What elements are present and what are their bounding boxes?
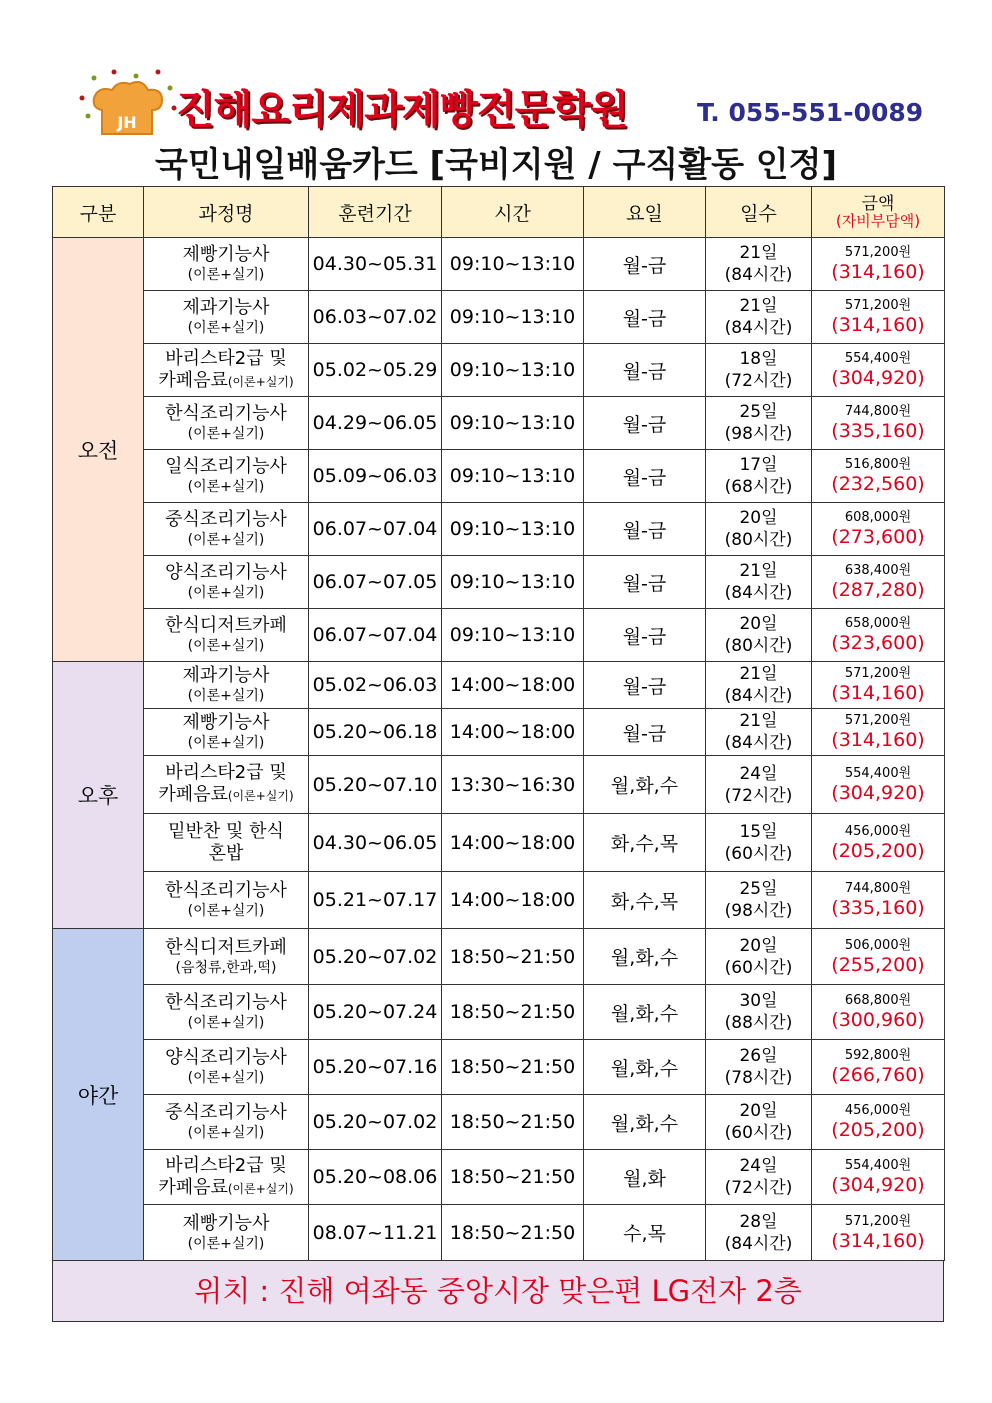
- course-name: 바리스타2급 및: [165, 1154, 287, 1176]
- course-note: (이론+실기): [187, 638, 265, 654]
- course-days: 20일: [739, 508, 778, 528]
- table-header-row: [53, 187, 945, 238]
- self-pay-amount: (266,760): [831, 1064, 925, 1086]
- table-row: [53, 756, 945, 814]
- course-name: 밑반찬 및 한식: [168, 820, 284, 842]
- course-hours: (78시간): [724, 1068, 793, 1088]
- course-fee-cell: [812, 503, 945, 556]
- self-pay-amount: (304,920): [831, 1174, 925, 1196]
- course-fee-cell: [812, 709, 945, 756]
- course-note: (이론+실기): [187, 479, 265, 495]
- training-period: 08.07~11.21: [309, 1205, 442, 1261]
- course-name: 바리스타2급 및: [165, 347, 287, 369]
- academy-name: 진해요리제과제빵전문학원: [176, 87, 628, 133]
- class-weekday: 월-금: [584, 609, 706, 662]
- course-hours: (84시간): [724, 583, 793, 603]
- course-name-cell: [144, 238, 309, 291]
- course-days: 21일: [739, 243, 778, 263]
- course-fee-cell: [812, 985, 945, 1040]
- table-row: [53, 814, 945, 872]
- course-name-cell: [144, 344, 309, 397]
- course-hours: (84시간): [724, 318, 793, 338]
- table-row: [53, 238, 945, 291]
- course-name-cell: [144, 556, 309, 609]
- course-days-cell: [706, 1205, 812, 1261]
- course-note: (이론+실기): [187, 426, 265, 442]
- course-name-cell: [144, 503, 309, 556]
- course-name: 한식조리기능사: [165, 403, 287, 424]
- class-time: 18:50~21:50: [442, 1150, 584, 1205]
- course-hours: (80시간): [724, 530, 793, 550]
- training-period: 04.30~05.31: [309, 238, 442, 291]
- training-period: 06.07~07.05: [309, 556, 442, 609]
- table-row: [53, 662, 945, 709]
- course-hours: (98시간): [724, 901, 793, 921]
- training-period: 05.20~07.24: [309, 985, 442, 1040]
- class-weekday: 월-금: [584, 709, 706, 756]
- course-days-cell: [706, 1040, 812, 1095]
- course-fee-cell: [812, 872, 945, 929]
- header-fee-label: 금액: [861, 194, 895, 214]
- self-pay-amount: (273,600): [831, 526, 925, 548]
- course-fee-cell: [812, 609, 945, 662]
- training-period: 05.21~07.17: [309, 872, 442, 929]
- class-time: 18:50~21:50: [442, 985, 584, 1040]
- self-pay-amount: (314,160): [831, 729, 925, 751]
- course-days-cell: [706, 985, 812, 1040]
- self-pay-amount: (314,160): [831, 261, 925, 283]
- course-days-cell: [706, 609, 812, 662]
- class-time: 09:10~13:10: [442, 291, 584, 344]
- header-course: 과정명: [144, 187, 309, 238]
- class-weekday: 월-금: [584, 450, 706, 503]
- course-days: 30일: [739, 991, 778, 1011]
- course-fee: 571,200원: [844, 245, 912, 260]
- course-days: 28일: [739, 1211, 778, 1232]
- course-hours: (60시간): [724, 957, 793, 978]
- course-note: (이론+실기): [187, 688, 265, 704]
- training-period: 05.02~05.29: [309, 344, 442, 397]
- course-fee: 744,800원: [844, 404, 912, 419]
- course-name-cell: [144, 709, 309, 756]
- class-weekday: 월,화,수: [584, 985, 706, 1040]
- course-days-cell: [706, 709, 812, 756]
- training-period: 05.20~07.02: [309, 929, 442, 985]
- header-days: 일수: [706, 187, 812, 238]
- course-days: 20일: [739, 614, 778, 634]
- course-days-cell: [706, 556, 812, 609]
- class-time: 18:50~21:50: [442, 1040, 584, 1095]
- course-note: (이론+실기): [187, 320, 265, 336]
- course-hours: (84시간): [724, 733, 793, 753]
- course-name-line2: [144, 370, 308, 393]
- table-row: [53, 929, 945, 985]
- training-period: 05.20~08.06: [309, 1150, 442, 1205]
- course-fee: 571,200원: [844, 1213, 912, 1229]
- class-weekday: 월,화,수: [584, 929, 706, 985]
- course-hours: (88시간): [724, 1013, 793, 1033]
- course-fee-cell: [812, 756, 945, 814]
- course-days: 18일: [739, 349, 778, 369]
- course-hours: (98시간): [724, 424, 793, 444]
- class-time: 09:10~13:10: [442, 344, 584, 397]
- table-row: [53, 344, 945, 397]
- table-row: [53, 291, 945, 344]
- course-days-cell: [706, 872, 812, 929]
- class-time: 14:00~18:00: [442, 662, 584, 709]
- course-fee-cell: [812, 1205, 945, 1261]
- self-pay-amount: (300,960): [831, 1009, 925, 1031]
- course-days: 21일: [739, 711, 778, 731]
- course-note: (이론+실기): [187, 735, 265, 751]
- period-label: 오전: [53, 238, 144, 662]
- header-period: 훈련기간: [309, 187, 442, 238]
- course-fee: 668,800원: [844, 993, 912, 1008]
- course-hours: (84시간): [724, 265, 793, 285]
- course-name-line2: [144, 784, 308, 807]
- table-row: [53, 1205, 945, 1261]
- course-days: 21일: [739, 296, 778, 316]
- course-note: (이론+실기): [187, 903, 265, 919]
- course-hours: (80시간): [724, 636, 793, 656]
- course-name-cell: [144, 1150, 309, 1205]
- course-name-cell: [144, 609, 309, 662]
- course-name: 제빵기능사: [182, 712, 270, 733]
- course-fee: 554,400원: [844, 765, 912, 781]
- course-days-cell: [706, 814, 812, 872]
- class-weekday: 월-금: [584, 238, 706, 291]
- table-row: [53, 985, 945, 1040]
- self-pay-amount: (205,200): [831, 1119, 925, 1141]
- training-period: 06.03~07.02: [309, 291, 442, 344]
- course-fee: 456,000원: [844, 823, 912, 839]
- course-name: 제빵기능사: [182, 244, 270, 265]
- course-name-cell: [144, 814, 309, 872]
- course-name: 제과기능사: [182, 665, 270, 686]
- course-days-cell: [706, 397, 812, 450]
- course-name-cell: [144, 1095, 309, 1150]
- self-pay-amount: (335,160): [831, 420, 925, 442]
- course-name: 한식조리기능사: [165, 880, 287, 901]
- course-days: 20일: [739, 1101, 778, 1121]
- course-name-cell: [144, 1040, 309, 1095]
- class-weekday: 수,목: [584, 1205, 706, 1261]
- course-hours: (84시간): [724, 1233, 793, 1254]
- class-weekday: 월,화: [584, 1150, 706, 1205]
- self-pay-amount: (304,920): [831, 781, 925, 804]
- class-weekday: 월,화,수: [584, 1095, 706, 1150]
- class-time: 18:50~21:50: [442, 929, 584, 985]
- course-name: 한식디저트카페: [165, 615, 287, 636]
- table-row: [53, 450, 945, 503]
- course-days-cell: [706, 662, 812, 709]
- training-period: 04.30~06.05: [309, 814, 442, 872]
- course-name-cell: [144, 929, 309, 985]
- course-fee-cell: [812, 814, 945, 872]
- course-note: (이론+실기): [187, 1070, 265, 1086]
- course-days-cell: [706, 929, 812, 985]
- course-name-secondary: 카페음료: [158, 1176, 228, 1198]
- course-note: (이론+실기): [187, 532, 265, 548]
- logo-text: JH: [117, 113, 137, 132]
- course-days-cell: [706, 344, 812, 397]
- table-row: [53, 709, 945, 756]
- course-fee: 554,400원: [844, 351, 912, 366]
- table-body: [53, 238, 945, 1261]
- self-pay-amount: (255,200): [831, 953, 925, 976]
- class-time: 18:50~21:50: [442, 1205, 584, 1261]
- self-pay-amount: (314,160): [831, 1229, 925, 1252]
- course-fee-cell: [812, 450, 945, 503]
- course-days: 25일: [739, 402, 778, 422]
- class-weekday: 월-금: [584, 662, 706, 709]
- course-fee: 554,400원: [844, 1158, 912, 1173]
- course-name: 중식조리기능사: [165, 1102, 287, 1123]
- class-time: 13:30~16:30: [442, 756, 584, 814]
- course-name-cell: [144, 756, 309, 814]
- header-fee-sub: (자비부담액): [835, 212, 921, 230]
- course-name: 한식조리기능사: [165, 992, 287, 1013]
- header-time: 시간: [442, 187, 584, 238]
- table-row: [53, 872, 945, 929]
- course-name: 바리스타2급 및: [165, 762, 287, 783]
- class-weekday: 월-금: [584, 556, 706, 609]
- course-note: (이론+실기): [227, 789, 294, 803]
- course-fee-cell: [812, 291, 945, 344]
- self-pay-amount: (323,600): [831, 632, 925, 654]
- course-days-cell: [706, 1095, 812, 1150]
- training-period: 06.07~07.04: [309, 503, 442, 556]
- academy-logo: [74, 68, 184, 140]
- training-period: 05.20~07.10: [309, 756, 442, 814]
- training-period: 04.29~06.05: [309, 397, 442, 450]
- course-days-cell: [706, 238, 812, 291]
- course-hours: (84시간): [724, 686, 793, 706]
- class-weekday: 월,화,수: [584, 1040, 706, 1095]
- course-schedule-table: [52, 186, 945, 1261]
- class-weekday: 월-금: [584, 503, 706, 556]
- course-fee-cell: [812, 238, 945, 291]
- location-banner: 위치 : 진해 여좌동 중앙시장 맞은편 LG전자 2층: [52, 1260, 944, 1322]
- training-period: 05.20~07.16: [309, 1040, 442, 1095]
- course-note: (이론+실기): [227, 374, 294, 389]
- course-fee: 506,000원: [844, 937, 912, 953]
- class-time: 14:00~18:00: [442, 709, 584, 756]
- course-fee: 744,800원: [844, 881, 912, 896]
- course-name-line2: [144, 1177, 308, 1200]
- self-pay-amount: (205,200): [831, 839, 925, 862]
- course-days-cell: [706, 450, 812, 503]
- course-days: 24일: [739, 1156, 778, 1176]
- course-days: 21일: [739, 561, 778, 581]
- course-hours: (72시간): [724, 371, 793, 391]
- class-weekday: 월-금: [584, 291, 706, 344]
- course-days: 20일: [739, 935, 778, 956]
- course-note: (이론+실기): [227, 1181, 294, 1196]
- course-days: 26일: [739, 1046, 778, 1066]
- course-name: 일식조리기능사: [165, 456, 287, 477]
- header-category: 구분: [53, 187, 144, 238]
- class-weekday: 화,수,목: [584, 872, 706, 929]
- class-time: 09:10~13:10: [442, 503, 584, 556]
- course-days-cell: [706, 756, 812, 814]
- table-row: [53, 397, 945, 450]
- course-fee: 608,000원: [844, 510, 912, 525]
- course-days: 15일: [739, 821, 778, 842]
- course-fee-cell: [812, 1040, 945, 1095]
- class-time: 09:10~13:10: [442, 556, 584, 609]
- table-row: [53, 1040, 945, 1095]
- class-time: 09:10~13:10: [442, 450, 584, 503]
- training-period: 05.02~06.03: [309, 662, 442, 709]
- self-pay-amount: (314,160): [831, 682, 925, 704]
- course-fee-cell: [812, 556, 945, 609]
- class-weekday: 월-금: [584, 344, 706, 397]
- training-period: 06.07~07.04: [309, 609, 442, 662]
- course-name-secondary: 혼밥: [208, 842, 244, 864]
- course-fee: 571,200원: [844, 713, 912, 728]
- course-fee: 456,000원: [844, 1103, 912, 1118]
- course-days: 17일: [739, 455, 778, 475]
- class-time: 14:00~18:00: [442, 872, 584, 929]
- course-note: (이론+실기): [187, 1125, 265, 1141]
- course-note: (이론+실기): [187, 1235, 265, 1252]
- course-name-cell: [144, 450, 309, 503]
- course-hours: (68시간): [724, 477, 793, 497]
- course-fee-cell: [812, 397, 945, 450]
- course-name-cell: [144, 985, 309, 1040]
- course-name: 중식조리기능사: [165, 509, 287, 530]
- header-fee: [812, 187, 945, 238]
- course-days-cell: [706, 291, 812, 344]
- course-note: (이론+실기): [187, 1015, 265, 1031]
- course-fee-cell: [812, 344, 945, 397]
- self-pay-amount: (304,920): [831, 367, 925, 389]
- self-pay-amount: (335,160): [831, 897, 925, 919]
- course-fee-cell: [812, 1095, 945, 1150]
- course-fee: 516,800원: [844, 457, 912, 472]
- class-time: 09:10~13:10: [442, 238, 584, 291]
- course-name: 양식조리기능사: [165, 562, 287, 583]
- course-name-cell: [144, 291, 309, 344]
- period-label: 야간: [53, 929, 144, 1261]
- course-name-secondary: 카페음료: [158, 784, 228, 805]
- course-days: 25일: [739, 879, 778, 899]
- table-row: [53, 1150, 945, 1205]
- table-row: [53, 503, 945, 556]
- course-days: 21일: [739, 664, 778, 684]
- self-pay-amount: (314,160): [831, 314, 925, 336]
- table-row: [53, 609, 945, 662]
- page-header: [0, 60, 992, 190]
- course-days: 24일: [739, 763, 778, 784]
- self-pay-amount: (232,560): [831, 473, 925, 495]
- course-fee: 658,000원: [844, 616, 912, 631]
- course-note: (음청류,한과,떡): [175, 959, 277, 976]
- phone-number: T. 055-551-0089: [697, 98, 924, 127]
- course-fee: 571,200원: [844, 298, 912, 313]
- class-weekday: 화,수,목: [584, 814, 706, 872]
- training-period: 05.09~06.03: [309, 450, 442, 503]
- course-fee-cell: [812, 929, 945, 985]
- class-weekday: 월-금: [584, 397, 706, 450]
- course-hours: (72시간): [724, 1178, 793, 1198]
- course-fee: 592,800원: [844, 1048, 912, 1063]
- course-note: (이론+실기): [187, 585, 265, 601]
- course-fee: 638,400원: [844, 563, 912, 578]
- course-name-cell: [144, 1205, 309, 1261]
- course-name: 제과기능사: [182, 297, 270, 318]
- course-name: 양식조리기능사: [165, 1047, 287, 1068]
- course-fee: 571,200원: [844, 666, 912, 681]
- course-name-secondary: 카페음료: [158, 369, 228, 391]
- course-note: (이론+실기): [187, 267, 265, 283]
- course-days-cell: [706, 503, 812, 556]
- page-subtitle: 국민내일배움카드 [국비지원 / 구직활동 인정]: [154, 145, 838, 185]
- course-hours: (60시간): [724, 1123, 793, 1143]
- class-time: 14:00~18:00: [442, 814, 584, 872]
- course-name: 제빵기능사: [182, 1212, 270, 1234]
- class-time: 18:50~21:50: [442, 1095, 584, 1150]
- course-days-cell: [706, 1150, 812, 1205]
- course-fee-cell: [812, 662, 945, 709]
- class-time: 09:10~13:10: [442, 397, 584, 450]
- course-name-cell: [144, 662, 309, 709]
- table-row: [53, 556, 945, 609]
- table-row: [53, 1095, 945, 1150]
- class-time: 09:10~13:10: [442, 609, 584, 662]
- header-weekday: 요일: [584, 187, 706, 238]
- class-weekday: 월,화,수: [584, 756, 706, 814]
- course-name: 한식디저트카페: [165, 936, 287, 958]
- training-period: 05.20~06.18: [309, 709, 442, 756]
- course-name-cell: [144, 397, 309, 450]
- period-label: 오후: [53, 662, 144, 929]
- course-name-cell: [144, 872, 309, 929]
- course-hours: (72시간): [724, 785, 793, 806]
- course-fee-cell: [812, 1150, 945, 1205]
- course-hours: (60시간): [724, 843, 793, 864]
- training-period: 05.20~07.02: [309, 1095, 442, 1150]
- self-pay-amount: (287,280): [831, 579, 925, 601]
